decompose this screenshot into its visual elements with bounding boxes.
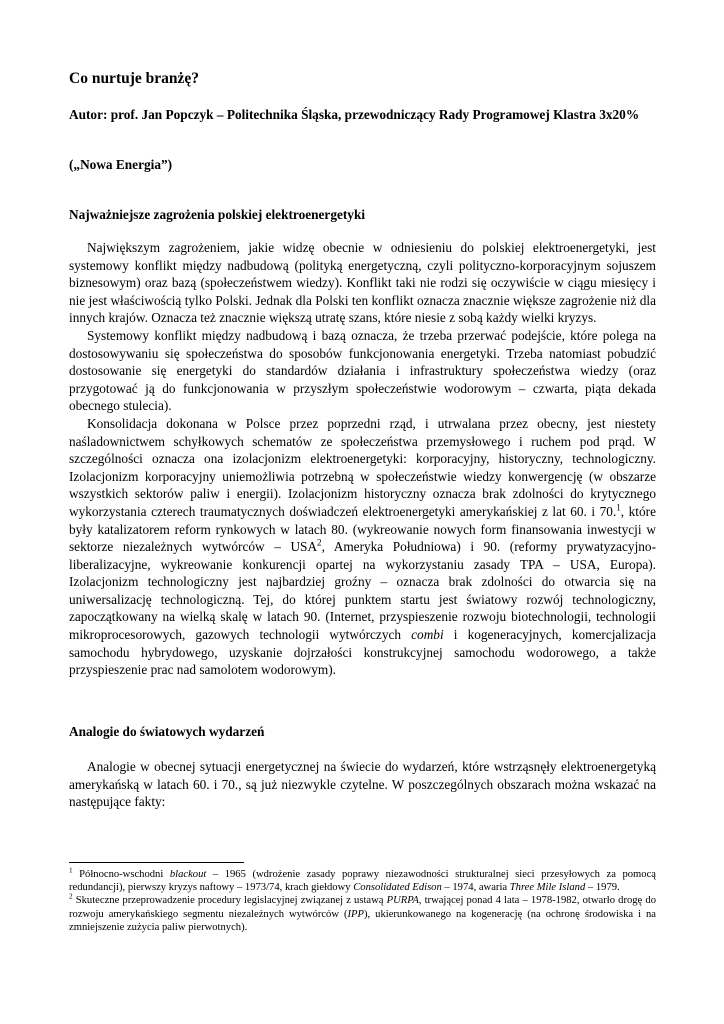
footnote-text: – 1974, awaria xyxy=(441,882,510,894)
paragraph-text: i kogeneracyjnych, komercjalizacja samochodu hybrydowego, uzyskanie dojrzałości konstrukcyjnej samochodu wodorowego, a także przyspieszenie prac nad samolotem wodorowym). xyxy=(69,627,657,678)
paragraph: Systemowy konflikt między nadbudową i bazą oznacza, że trzeba przerwać podejście, które polega na dostosowywaniu się społeczeństwa do sposobów funkcjonowania energetyki. Trzeba natomiast pobudzić dostosowanie się energetyki do standardów działania i infrastruktury społeczeństwa wiedzy (oraz przygotować ją do funkcjonowania w przyszłym społeczeństwie wodorowym – czwarta, piąta dekada obecnego stulecia). xyxy=(69,327,656,414)
footnote-text: – 1965 (wdrożenie zasady poprawy niezawodności strukturalnej sieci przesyłowych za pomocą redundancji), pierwszy kryzys naftowy – 1973/74, krach giełdowy xyxy=(69,869,656,894)
footnote-ref-2[interactable]: 2 xyxy=(317,537,322,548)
footnote-separator xyxy=(69,862,244,863)
footnote-1 xyxy=(69,868,656,894)
footnote-text: – 1979. xyxy=(585,882,620,894)
paragraph: Analogie w obecnej sytuacji energetycznej na świecie do wydarzeń, które wstrząsnęły elektroenergetyką amerykańską w latach 60. i 70., są już niezwykle czytelne. W poszczególnych obszarach można wskazać na następujące fakty: xyxy=(69,759,656,810)
section-heading-analogies: Analogie do światowych wydarzeń xyxy=(69,724,265,739)
footnote-text: Skuteczne przeprowadzenie procedury legislacyjnej związanej z ustawą xyxy=(72,895,387,907)
footnote-number: 1 xyxy=(69,866,73,875)
paragraph-text: , które były katalizatorem reform rynkowych w latach 80. (wykreowanie nowych form finansowania inwestycji w sektorze niezależnych wytwórców – USA xyxy=(69,503,656,555)
footnote-2 xyxy=(69,894,656,934)
italic-term: Consolidated Edison xyxy=(353,882,442,894)
section-heading-threats: Najważniejsze zagrożenia polskiej elektroenergetyki xyxy=(69,207,366,222)
italic-term: Three Mile Island xyxy=(509,882,586,894)
paragraph-text: , Ameryka Południowa) i 90. (reformy prywatyzacyjno-liberalizacyjne, wykreowanie konkurencji opartej na wykorzystaniu zasady TPA – USA, Europa). Izolacjonizm technologiczny jest najbardziej groźny – oznacza brak zdolności do otwarcia się na uniwersalizację technologiczną. Tej, do której punktem startu jest światowy rozwój technologiczny, zapoczątkowany na wielką skalę w latach 90. (Internet, przyspieszenie rozwoju biotechnologii, technologii mikroprocesorowych, gazowych technologii wytwórczych xyxy=(69,539,656,643)
document-title: Co nurtuje branżę? xyxy=(69,70,200,87)
italic-term: blackout xyxy=(169,869,207,880)
italic-term: IPP xyxy=(347,908,364,920)
paragraph: Największym zagrożeniem, jakie widzę obecnie w odniesieniu do polskiej elektroenergetyki, jest systemowy konflikt między nadbudową (polityką energetyczną, czyli polityczno-korporacyjnym sojuszem biznesowym) oraz bazą (społeczeństwem wiedzy). Konflikt taki nie rodzi się oczywiście w ciągu miesięcy i nie jest właściwością tylko Polski. Jednak dla Polski ten konflikt oznacza znacznie większe zagrożenie niż dla innych krajów. Oznacza też znacznie większą utratę szans, które niesie z sobą każdy wielki kryzys. xyxy=(69,240,656,326)
paragraph xyxy=(69,415,656,679)
document-subtitle: („Nowa Energia”) xyxy=(69,157,173,172)
section-body-analogies xyxy=(69,758,656,811)
author-line: Autor: prof. Jan Popczyk – Politechnika Śląska, przewodniczący Rady Programowej Klastra 3x20% xyxy=(69,107,640,122)
footnote-text: , trwającej ponad 4 lata – 1978-1982, otwarło drogę do rozwoju amerykańskiego segmentu niezależnych wytwórców ( xyxy=(69,895,657,920)
footnotes xyxy=(69,868,656,934)
section-body-threats xyxy=(69,239,656,679)
footnote-text: Północno-wschodni xyxy=(72,869,170,880)
paragraph-text: Konsolidacja dokonana w Polsce przez poprzedni rząd, i utrwalana przez obecny, jest niestety naśladownictwem schyłkowych schematów ze społeczeństwa przemysłowego i ruchem pod prąd. W szczególności oznacza ona izolacjonizm elektroenergetyki: korporacyjny, historyczny, technologiczny. Izolacjonizm korporacyjny uniemożliwia potrzebną w społeczeństwie wiedzy konwergencję (w obszarze wszystkich sektorów paliw i energii). Izolacjonizm historyczny oznacza brak zdolności do krytycznego wykorzystania czterech traumatycznych doświadczeń elektroenergetyki amerykańskiej z lat 60. i 70. xyxy=(69,415,656,519)
italic-term-combi: combi xyxy=(411,627,444,643)
footnote-ref-1[interactable]: 1 xyxy=(616,502,621,513)
italic-term: PURPA xyxy=(386,895,419,907)
footnote-number: 2 xyxy=(69,892,73,901)
footnote-text: ), ukierunkowanego na kogenerację (na ochronę środowiska i na zmniejszenie zużycia paliw pierwotnych). xyxy=(69,908,656,933)
